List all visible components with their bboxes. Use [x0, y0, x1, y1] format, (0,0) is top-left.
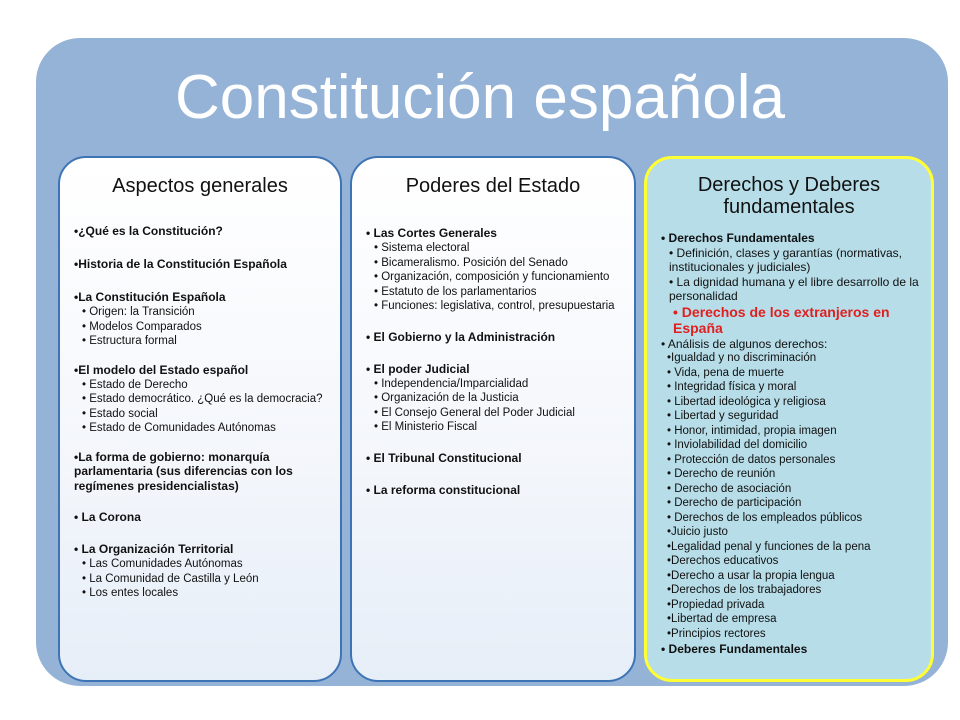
- list-item: • El Ministerio Fiscal: [374, 421, 478, 433]
- highlight-item: • Derechos de los extranjeros en España: [673, 303, 890, 336]
- list-item: • Los entes locales: [82, 587, 179, 599]
- rights-list: [661, 351, 923, 641]
- list-item: • Protección de datos personales: [667, 453, 836, 466]
- section-group: [74, 290, 332, 349]
- card-derechos-deberes: [644, 156, 934, 682]
- list-item: • Organización de la Justicia: [374, 392, 519, 404]
- list-item: • Derecho de participación: [667, 497, 802, 509]
- section-item: • El poder Judicial: [366, 361, 470, 376]
- slide-title: Constitución española: [174, 63, 786, 132]
- list-item: • Derechos de los empleados públicos: [667, 511, 863, 524]
- section-item: • El Gobierno y la Administración: [366, 329, 556, 344]
- list-item: • Libertad y seguridad: [667, 410, 779, 422]
- list-item: • Bicameralismo. Posición del Senado: [374, 256, 568, 269]
- list-item: • Organización, composición y funcionamiento: [374, 271, 610, 283]
- list-item: • Definición, clases y garantías (normativas, institucionales y judiciales): [669, 245, 902, 274]
- list-item: • Independencia/Imparcialidad: [374, 377, 529, 390]
- section-item: • Análisis de algunos derechos:: [661, 336, 828, 351]
- list-item: • Origen: la Transición: [82, 306, 195, 318]
- list-item: •Derechos de los trabajadores: [667, 584, 822, 596]
- card-heading: Aspectos generales: [112, 175, 288, 197]
- card-aspectos-generales: [58, 156, 342, 682]
- list-item: • Vida, pena de muerte: [667, 366, 784, 379]
- section-item: •¿Qué es la Constitución?: [74, 224, 223, 238]
- sub-list: [366, 377, 626, 435]
- list-item: • Funciones: legislativa, control, presupuestaria: [374, 300, 615, 312]
- section-item: •El modelo del Estado español: [74, 362, 249, 377]
- list-item: • La Comunidad de Castilla y León: [82, 572, 259, 585]
- list-item: • Las Comunidades Autónomas: [82, 558, 243, 570]
- card-body: [74, 224, 332, 601]
- list-item: •Libertad de empresa: [667, 613, 777, 625]
- list-item: •Derechos educativos: [667, 555, 779, 567]
- section-item: • Las Cortes Generales: [366, 226, 497, 240]
- list-item: •Juicio justo: [667, 526, 728, 538]
- section-item: •Historia de la Constitución Española: [74, 257, 287, 271]
- card-body: [661, 231, 923, 657]
- list-item: • Integridad física y moral: [667, 381, 797, 393]
- section-group: [366, 362, 626, 435]
- sub-list: [74, 305, 332, 349]
- sub-list: [74, 378, 332, 436]
- section-item: • Derechos Fundamentales: [661, 231, 815, 245]
- card-body: [366, 226, 626, 498]
- list-item: • Sistema electoral: [374, 242, 470, 254]
- sub-list: [74, 557, 332, 601]
- list-item: • La dignidad humana y el libre desarrollo de la personalidad: [669, 274, 919, 303]
- list-item: •Propiedad privada: [667, 598, 765, 611]
- list-item: •Igualdad y no discriminación: [667, 352, 817, 364]
- list-item: • Estado de Comunidades Autónomas: [82, 422, 276, 434]
- sub-list: [366, 241, 626, 314]
- card-heading: Poderes del Estado: [405, 175, 581, 197]
- section-item: • La Organización Territorial: [74, 542, 234, 556]
- section-item: • Deberes Fundamentales: [661, 642, 808, 656]
- section-item: •La forma de gobierno: monarquía parlamentaria (sus diferencias con los regímenes presidencialistas): [74, 449, 293, 493]
- list-item: • Libertad ideológica y religiosa: [667, 395, 826, 408]
- section-item: •La Constitución Española: [74, 290, 226, 304]
- list-item: • Inviolabilidad del domicilio: [667, 439, 808, 451]
- list-item: •Principios rectores: [667, 627, 766, 640]
- list-item: • Estado social: [82, 407, 158, 420]
- list-item: • Modelos Comparados: [82, 320, 202, 333]
- list-item: • Estado de Derecho: [82, 378, 188, 391]
- card-poderes-del-estado: [350, 156, 636, 682]
- section-item: • El Tribunal Constitucional: [366, 450, 522, 465]
- list-item: •Derecho a usar la propia lengua: [667, 569, 835, 582]
- list-item: • Derecho de asociación: [667, 482, 792, 495]
- list-item: • Estado democrático. ¿Qué es la democracia?: [82, 393, 323, 405]
- section-item: • La reforma constitucional: [366, 482, 521, 497]
- section-item: • La Corona: [74, 510, 141, 524]
- list-item: • Estatuto de los parlamentarios: [374, 285, 537, 298]
- list-item: • Derecho de reunión: [667, 468, 776, 480]
- list-item: •Legalidad penal y funciones de la pena: [667, 540, 871, 553]
- section-group: [74, 363, 332, 436]
- section-group: [74, 542, 332, 601]
- card-heading: Derechos y Deberes fundamentales: [697, 174, 881, 218]
- list-item: • El Consejo General del Poder Judicial: [374, 406, 575, 419]
- section-group: [366, 226, 626, 314]
- list-item: • Honor, intimidad, propia imagen: [667, 424, 837, 437]
- list-item: • Estructura formal: [82, 335, 177, 347]
